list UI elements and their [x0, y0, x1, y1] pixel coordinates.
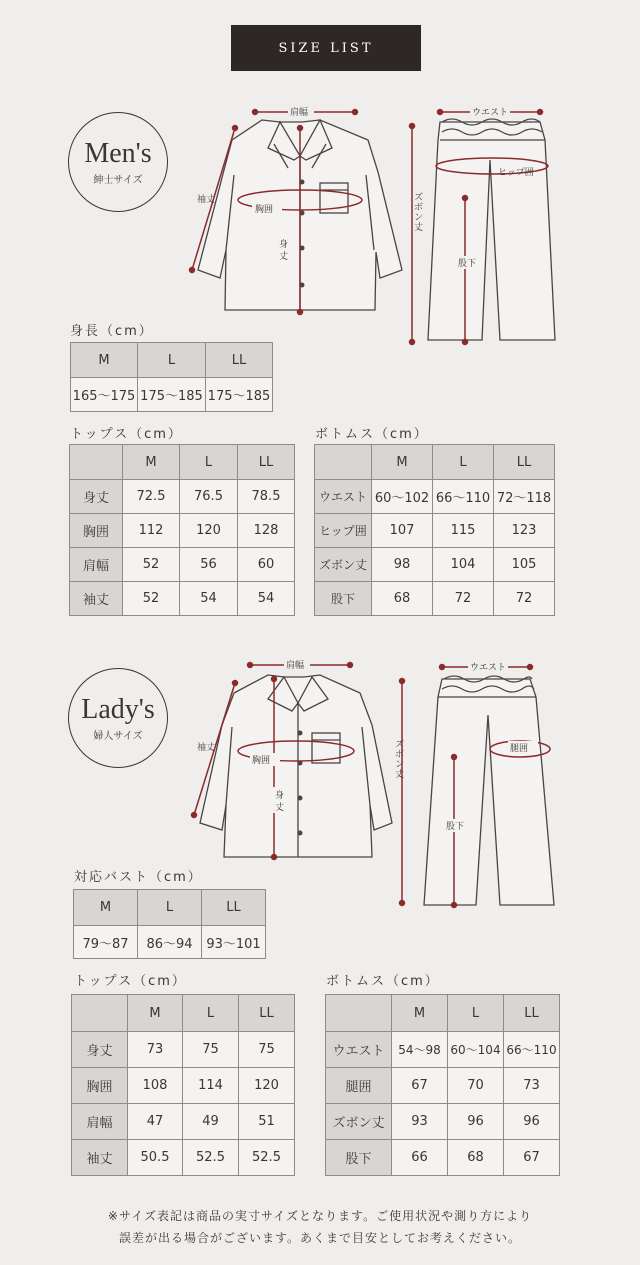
ladies-bust-table [73, 889, 266, 959]
table-cell: 66〜110 [504, 1032, 560, 1068]
mens-pants-diagram [400, 100, 570, 350]
table-cell: 93〜101 [202, 926, 266, 959]
table-cell: 76.5 [180, 480, 238, 514]
mens-badge [68, 112, 168, 212]
table-cell: 128 [238, 514, 295, 548]
table-cell: 175〜185 [138, 378, 206, 412]
table-cell: 73 [504, 1068, 560, 1104]
table-cell: 70 [448, 1068, 504, 1104]
header-cell: LL [504, 995, 560, 1032]
ladies-bottoms-table [325, 994, 560, 1176]
row-header: ヒップ囲 [315, 514, 372, 548]
ladies-shirt-diagram [180, 655, 410, 865]
table-cell: 68 [448, 1140, 504, 1176]
row-header: 袖丈 [70, 582, 123, 616]
mens-title: Men's [84, 137, 152, 169]
header-cell: M [372, 445, 433, 480]
label-waist: ウエスト [472, 108, 509, 118]
svg-text:ズ: ズ [395, 740, 405, 750]
header-cell: LL [239, 995, 295, 1032]
table-cell: 66〜110 [433, 480, 494, 514]
table-cell: 107 [372, 514, 433, 548]
ladies-tops-label: トップス（cm） [74, 974, 187, 989]
row-header: 胸囲 [70, 514, 123, 548]
label-waist: ウエスト [470, 663, 507, 673]
header-cell: M [123, 445, 180, 480]
table-cell: 120 [180, 514, 238, 548]
table-cell: 50.5 [128, 1140, 183, 1176]
mens-shirt-diagram [180, 100, 410, 315]
mens-height-table [70, 342, 273, 412]
table-cell: 96 [448, 1104, 504, 1140]
table-cell: 49 [183, 1104, 239, 1140]
table-cell: 54〜98 [392, 1032, 448, 1068]
table-cell: 51 [239, 1104, 295, 1140]
table-cell: 75 [183, 1032, 239, 1068]
table-cell: 72 [433, 582, 494, 616]
label-mata: 股下 [446, 822, 465, 832]
row-header: 肩幅 [70, 548, 123, 582]
row-header: 身丈 [70, 480, 123, 514]
label-mata: 股下 [458, 259, 477, 269]
table-cell: 104 [433, 548, 494, 582]
blank-cell [315, 445, 372, 480]
label-hip: ヒップ囲 [498, 168, 534, 178]
table-cell: 98 [372, 548, 433, 582]
row-header: ズボン丈 [315, 548, 372, 582]
ladies-tops-table [71, 994, 295, 1176]
svg-text:身: 身 [275, 791, 285, 801]
ladies-badge [68, 668, 168, 768]
table-cell: 75 [239, 1032, 295, 1068]
table-cell: 120 [239, 1068, 295, 1104]
row-header: ウエスト [315, 480, 372, 514]
blank-cell [326, 995, 392, 1032]
header-cell: L [138, 343, 206, 378]
size-list-header: SIZE LIST [231, 25, 421, 71]
table-cell: 54 [180, 582, 238, 616]
table-cell: 115 [433, 514, 494, 548]
mens-bottoms-label: ボトムス（cm） [315, 427, 429, 442]
table-cell: 67 [504, 1140, 560, 1176]
table-cell: 114 [183, 1068, 239, 1104]
table-cell: 52 [123, 582, 180, 616]
table-cell: 56 [180, 548, 238, 582]
table-cell: 60〜104 [448, 1032, 504, 1068]
row-header: ウエスト [326, 1032, 392, 1068]
label-mune: 胸囲 [255, 205, 274, 215]
table-cell: 105 [494, 548, 555, 582]
table-cell: 52 [123, 548, 180, 582]
mens-height-label: 身長（cm） [70, 324, 154, 339]
blank-cell [72, 995, 128, 1032]
note-line-1: ※サイズ表記は商品の実寸サイズとなります。ご使用状況や測り方により [107, 1209, 533, 1223]
table-cell: 93 [392, 1104, 448, 1140]
header-cell: M [128, 995, 183, 1032]
label-sode: 袖丈 [197, 195, 216, 205]
ladies-pants-diagram [390, 655, 570, 910]
label-hip: 腿囲 [510, 744, 529, 754]
row-header: 身丈 [72, 1032, 128, 1068]
table-cell: 52.5 [183, 1140, 239, 1176]
mens-subtitle: 紳士サイズ [93, 174, 143, 186]
mens-tops-label: トップス（cm） [70, 427, 183, 442]
table-cell: 54 [238, 582, 295, 616]
blank-cell [70, 445, 123, 480]
table-cell: 108 [128, 1068, 183, 1104]
row-header: 股下 [326, 1140, 392, 1176]
header-cell: M [74, 890, 138, 926]
note-line-2: 誤差が出る場合がございます。あくまで目安としてお考えください。 [118, 1231, 522, 1245]
svg-text:丈: 丈 [414, 223, 424, 233]
table-cell: 86〜94 [138, 926, 202, 959]
size-note [0, 1205, 640, 1249]
row-header: 胸囲 [72, 1068, 128, 1104]
header-cell: LL [202, 890, 266, 926]
table-cell: 68 [372, 582, 433, 616]
table-cell: 79〜87 [74, 926, 138, 959]
svg-text:丈: 丈 [275, 803, 285, 813]
table-cell: 96 [504, 1104, 560, 1140]
header-cell: L [183, 995, 239, 1032]
table-cell: 165〜175 [71, 378, 138, 412]
table-cell: 175〜185 [206, 378, 273, 412]
table-cell: 72 [494, 582, 555, 616]
header-cell: L [180, 445, 238, 480]
svg-text:ン: ン [395, 760, 405, 770]
svg-text:丈: 丈 [395, 770, 405, 780]
svg-text:身: 身 [279, 240, 289, 250]
table-cell: 72.5 [123, 480, 180, 514]
header-cell: LL [238, 445, 295, 480]
mens-tops-table [69, 444, 295, 616]
header-cell: L [138, 890, 202, 926]
ladies-title: Lady's [81, 693, 155, 725]
svg-text:ズ: ズ [414, 193, 424, 203]
header-cell: M [392, 995, 448, 1032]
svg-text:ン: ン [414, 213, 424, 223]
label-mune: 胸囲 [252, 756, 271, 766]
row-header: 肩幅 [72, 1104, 128, 1140]
svg-text:ボ: ボ [414, 203, 424, 213]
table-cell: 66 [392, 1140, 448, 1176]
label-kata: 肩幅 [286, 661, 305, 671]
row-header: 袖丈 [72, 1140, 128, 1176]
ladies-subtitle: 婦人サイズ [93, 730, 143, 742]
label-kata: 肩幅 [290, 108, 309, 118]
table-cell: 67 [392, 1068, 448, 1104]
svg-text:ボ: ボ [395, 750, 405, 760]
table-cell: 52.5 [239, 1140, 295, 1176]
ladies-bust-label: 対応バスト（cm） [74, 870, 203, 885]
header-cell: M [71, 343, 138, 378]
table-cell: 72〜118 [494, 480, 555, 514]
table-cell: 47 [128, 1104, 183, 1140]
header-cell: LL [494, 445, 555, 480]
row-header: ズボン丈 [326, 1104, 392, 1140]
row-header: 股下 [315, 582, 372, 616]
mens-bottoms-table [314, 444, 555, 616]
row-header: 腿囲 [326, 1068, 392, 1104]
label-sode: 袖丈 [197, 743, 216, 753]
header-cell: LL [206, 343, 273, 378]
ladies-bottoms-label: ボトムス（cm） [326, 974, 440, 989]
table-cell: 73 [128, 1032, 183, 1068]
header-cell: L [433, 445, 494, 480]
table-cell: 112 [123, 514, 180, 548]
svg-text:丈: 丈 [279, 252, 289, 262]
table-cell: 60 [238, 548, 295, 582]
table-cell: 78.5 [238, 480, 295, 514]
table-cell: 60〜102 [372, 480, 433, 514]
table-cell: 123 [494, 514, 555, 548]
header-cell: L [448, 995, 504, 1032]
